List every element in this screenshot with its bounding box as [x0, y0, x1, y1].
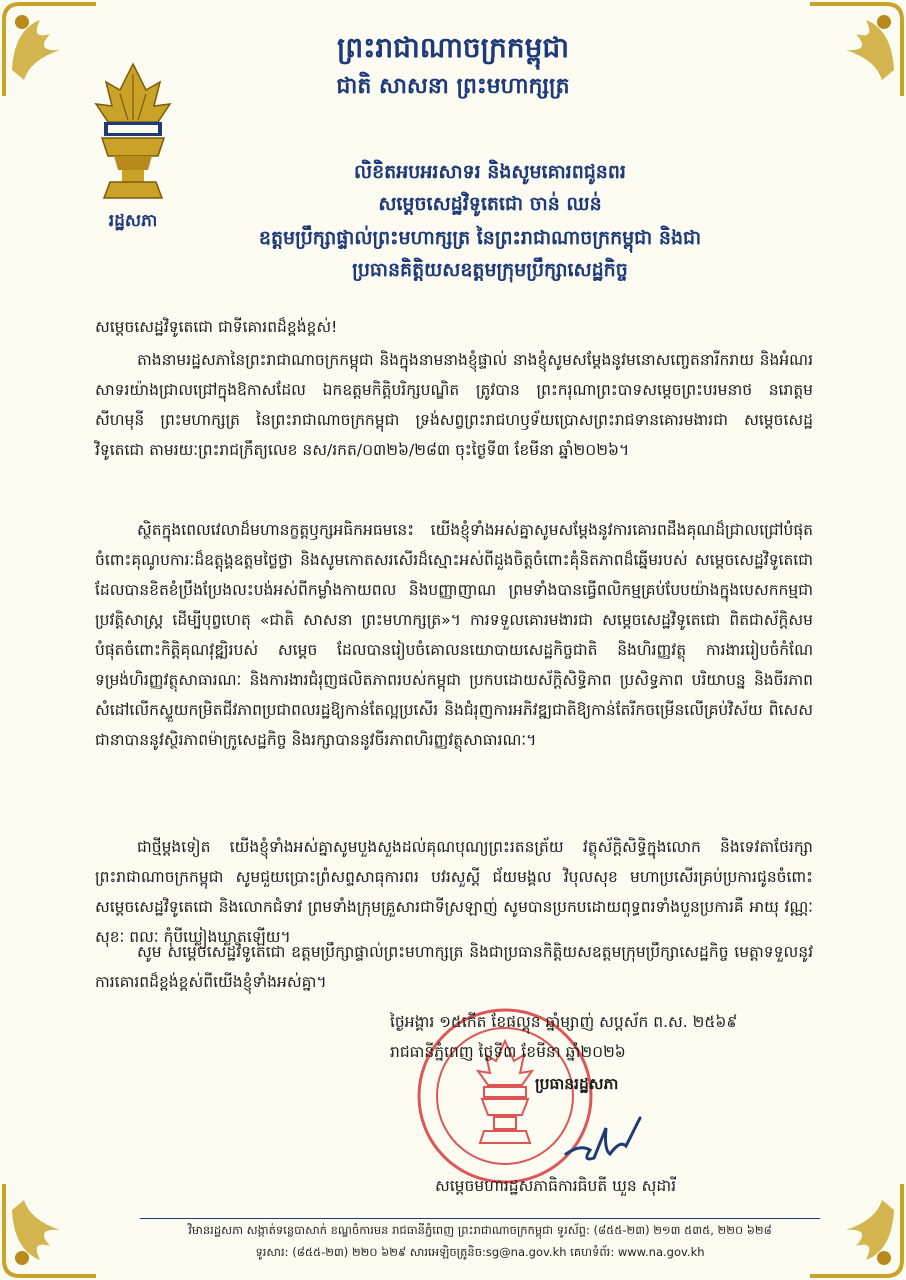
signer-role: ប្រធានរដ្ឋសភា: [535, 1074, 619, 1093]
body-paragraph-4: [95, 937, 813, 997]
corner-ornament-bottom-left: [0, 1180, 100, 1280]
national-motto: ជាតិ សាសនា ព្រះមហាក្សត្រ: [336, 73, 570, 99]
kingdom-title: ព្រះរាជាណាចក្រកម្ពុជា: [336, 31, 569, 64]
corner-ornament-bottom-right: [806, 1180, 906, 1280]
paragraph-text: តាងនាមរដ្ឋសភានៃព្រះរាជាណាចក្រកម្ពុជា និងក្នុងនាមនាងខ្ញុំផ្ទាល់ នាងខ្ញុំសូមសម្ដែងនូវមនោសញ្ចេតនារីករាយ និងអំណរសាទរយ៉ាងជ្រាលជ្រៅក្នុងឱកាសដែល ឯកឧត្តមកិត្តិបរិក្សបណ្ឌិត ត្រូវបាន ព្រះករុណាព្រះបាទសម្ដេចព្រះបរមនាថ នរោត្តម សីហមុនី ព្រះមហាក្សត្រ នៃព្រះរាជាណាចក្រកម្ពុជា ទ្រង់សព្វព្រះរាជហឫទ័យប្រោសព្រះរាជទានគោរមងារជា សម្ដេចសេដ្ឋវិទូតេជោ តាមរយៈព្រះរាជក្រឹត្យលេខ នស/រកត/០៣២៦/២៨៣ ចុះថ្ងៃទី៣ ខែមីនា ឆ្នាំ២០២៦។: [95, 351, 813, 459]
subject-line-3: ឧត្តមប្រឹក្សាផ្ទាល់ព្រះមហាក្សត្រ នៃព្រះរាជាណាចក្រកម្ពុជា និងជា: [258, 227, 702, 249]
body-paragraph-1: [95, 345, 813, 465]
body-paragraph-2: [95, 515, 813, 755]
subject-line-2: សម្ដេចសេដ្ឋវិទូតេជោ ចាន់ ឈន់: [378, 193, 602, 215]
footer-address: វិមានរដ្ឋសភា សង្កាត់ទន្លេបាសាក់ ខណ្ឌចំការមន រាជធានីភ្នំពេញ ព្រះរាជាណាចក្រកម្ពុជា ទូរស័ព្ទ: (៨៥៥-២៣) ២១៣ ៥៣៥, ២២០ ៦២៨: [188, 1223, 772, 1237]
footer-divider: [140, 1218, 820, 1219]
salutation: សម្ដេចសេដ្ឋវិទូតេជោ ជាទីគោរពដ៏ខ្ពង់ខ្ពស់!: [95, 318, 338, 336]
subject-line-1: លិខិតអបអរសាទរ និងសូមគោរពជូនពរ: [354, 161, 626, 183]
date-solar: រាជធានីភ្នំពេញ ថ្ងៃទី៣ ខែមីនា ឆ្នាំ២០២៦: [390, 1043, 626, 1061]
paragraph-text: សូម សម្ដេចសេដ្ឋវិទូតេជោ ឧត្តមប្រឹក្សាផ្ទាល់ព្រះមហាក្សត្រ និងជាប្រធានកិត្តិយសឧត្តមក្រុមប្រឹក្សាសេដ្ឋកិច្ច មេត្តាទទួលនូវការគោរពដ៏ខ្ពង់ខ្ពស់ពីយើងខ្ញុំទាំងអស់គ្នា។: [95, 943, 813, 991]
paragraph-text: ជាថ្មីម្ដងទៀត យើងខ្ញុំទាំងអស់គ្នាសូមបួងសួងដល់គុណបុណ្យព្រះរតនត្រ័យ វត្ថុស័ក្ដិសិទ្ធិក្នុងលោក និងទេវតាថែរក្សាព្រះរាជាណាចក្រកម្ពុជា សូមជួយប្រោះព្រំសព្ទសាធុការពរ បវរសួស្ដី ជ័យមង្គល វិបុលសុខ មហាប្រសើរគ្រប់ប្រការជូនចំពោះ សម្ដេចសេដ្ឋវិទូតេជោ និងលោកជំទាវ ព្រមទាំងក្រុមគ្រួសារជាទីស្រឡាញ់ សូមបានប្រកបដោយពុទ្ធពរទាំងបួនប្រការគឺ អាយុ វណ្ណៈ សុខៈ ពលៈ កុំបីឃ្លៀងឃ្លាតឡើយ។: [95, 838, 813, 946]
date-lunar: ថ្ងៃអង្គារ ១៥កើត ខែផល្គុន ឆ្នាំម្សាញ់ សប្តស័ក ព.ស. ២៥៦៩: [390, 1013, 738, 1031]
emblem-label: រដ្ឋសភា: [108, 211, 158, 231]
signer-name: សម្ដេចមហារដ្ឋសភាធិការធិបតី ឃួន សុដារី: [435, 1177, 677, 1195]
handwritten-signature: [560, 1110, 650, 1170]
body-paragraph-3: [95, 832, 813, 952]
subject-line-4: ប្រធានគិត្តិយសឧត្តមក្រុមប្រឹក្សាសេដ្ឋកិច្ច: [352, 259, 628, 281]
footer-contact: ទូរសារ: (៨៥៥-២៣) ២២០ ៦២៩ សារអេឡិចត្រូនិច:sg@na.gov.kh គេហទំព័រ: www.na.gov.kh: [255, 1245, 705, 1259]
paragraph-text: ស្ថិតក្នុងពេលវេលាដ៏មហានក្ខត្តឫក្សអធិកអធមនេះ យើងខ្ញុំទាំងអស់គ្នាសូមសម្ដែងនូវការគោរពដឹងគុណដ៏ជ្រាលជ្រៅបំផុតចំពោះគុណូបការៈដ៏ឧត្តុង្គឧត្តមថ្លៃថ្លា និងសូមកោតសរសើរដ៏ស្មោះអស់ពីដួងចិត្តចំពោះគុំនិតភាពដ៏ឆ្នើមរបស់ សម្ដេចសេដ្ឋវិទូតេជោ ដែលបានខិតខំប្រឹងប្រែងលះបង់អស់ពីកម្លាំងកាយពល និងបញ្ញាញាណ ព្រមទាំងបានធ្វើពលិកម្មគ្រប់បែបយ៉ាងក្នុងបេសកកម្មជាប្រវត្តិសាស្ត្រ ដើម្បីបុព្វហេតុ «ជាតិ សាសនា ព្រះមហាក្សត្រ»។ ការទទួលគោរមងារជា សម្ដេចសេដ្ឋវិទូតេជោ ពិតជាស័ក្ដិសមបំផុតចំពោះកិត្តិគុណវុឌ្ឍិរបស់ សម្ដេច ដែលបានរៀបចំគោលនយោបាយសេដ្ឋកិច្ចជាតិ និងហិរញ្ញវត្ថុ ការងាររៀបចំកំណែទម្រង់ហិរញ្ញវត្ថុសាធារណៈ និងការងារជំរុញផលិតភាពរបស់កម្ពុជា ប្រកបដោយស័ក្ដិសិទ្ធិភាព ប្រសិទ្ធភាព បរិយាបន្ន និងចីរភាព សំដៅលើកស្ទួយកម្រិតជីវភាពប្រជាពលរដ្ឋឱ្យកាន់តែល្អប្រសើរ និងជំរុញការអភិវឌ្ឍជាតិឱ្យកាន់តែរីកចម្រើនលើគ្រប់វិស័យ ពិសេសជានាបាននូវស្ថិរភាពម៉ាក្រូសេដ្ឋកិច្ច និងរក្សាបាននូវចីរភាពហិរញ្ញវត្ថុសាធារណៈ។: [95, 521, 813, 749]
